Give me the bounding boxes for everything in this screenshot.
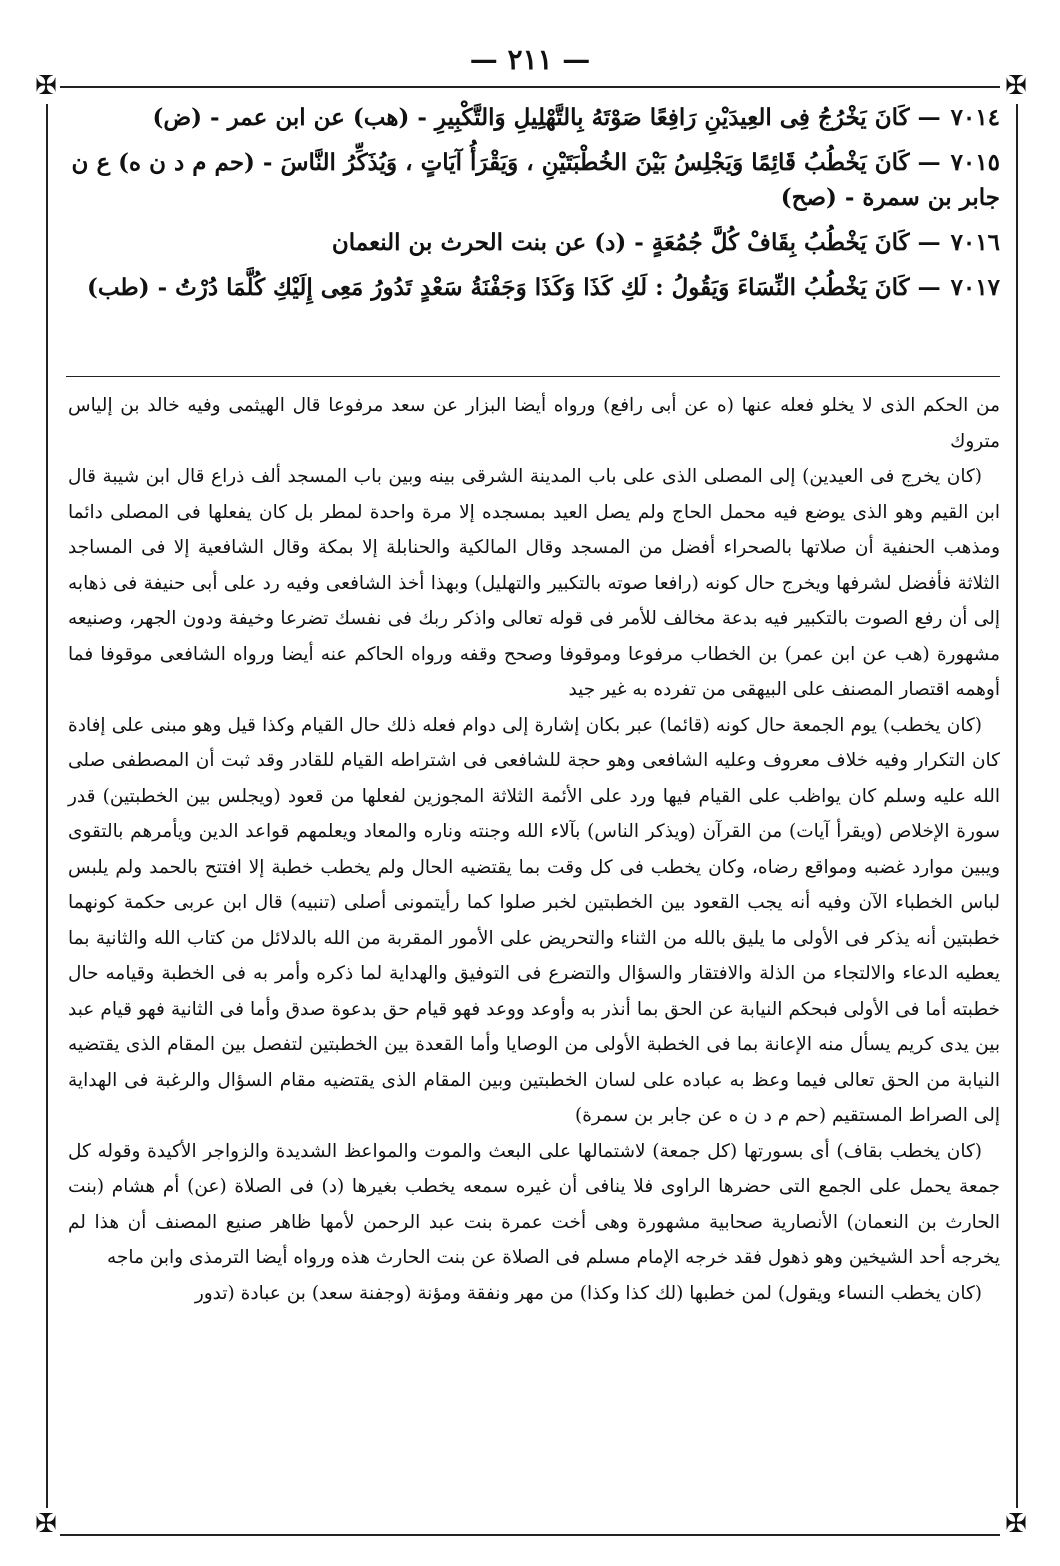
page-number: — ٢١١ — (469, 43, 591, 76)
hadith-number: ٧٠١٧ (950, 274, 1000, 301)
top-border-line (60, 86, 1000, 88)
corner-ornament-icon: ✠ (1005, 71, 1027, 101)
commentary-paragraph: (كان يخطب النساء ويقول) لمن خطبها (لك كذا وكذا) من مهر ونفقة ومؤنة (وجفنة سعد) بن عبادة (تدور (194, 1282, 982, 1304)
bottom-border-line (60, 1534, 1000, 1536)
section-divider (66, 376, 1000, 377)
hadith-entry (70, 225, 1000, 260)
commentary-paragraph: (كان يخطب) يوم الجمعة حال كونه (قائما) عبر بكان إشارة إلى دوام فعله ذلك حال القيام وكذا قيل وهو مبنى على إفادة كان التكرار وفيه خلاف معروف وعليه الشافعى وهو حجة للشافعى فى اشتراطه القيام للقادر وقد ثبت أن المصطفى صلى الله عليه وسلم كان يواظب على القيام فيها ورد على الأئمة الثلاثة المجوزين لفعلها من قعود (ويجلس بين الخطبتين) قدر سورة الإخلاص (ويقرأ آيات) من القرآن (ويذكر الناس) بآلاء الله وجنته وناره والمعاد ويعلمهم قواعد الدين ويأمرهم بالتقوى ويبين موارد غضبه ومواقع رضاه، وكان يخطب فى كل وقت بما يقتضيه الحال ولم يخطب خطبة إلا افتتح بالحمد ولم يلبس لباس الخطباء الآن وفيه أنه يجب القعود بين الخطبتين لخبر صلوا كما رأيتمونى أصلى (تنبيه) قال ابن عربى حكمة كونهما خطبتين أنه يذكر فى الأولى ما يليق بالله من الثناء والتحريض على الأمور المقربة من الله بالدلائل من كتاب الله والثانية بما يعطيه الدعاء والالتجاء من الذلة والافتقار والسؤال والتضرع فى التوفيق والهداية لما ذكره وأمر به فى الخطبة وقيامه حال خطبته أما فى الأولى فبحكم النيابة عن الحق بما أنذر به وأوعد ووعد فهو قيام حق بدعوة صدق وأما فى الثانية فهو قيام عبد بين يدى كريم يسأل منه الإعانة بما فى الخطبة الأولى من الوصايا وأما القعدة بين الخطبتين لتفصل بين المقام الذى يقتضيه النيابة من الحق تعالى فيما وعظ به عباده على لسان الخطبتين وبين المقام الذى يقتضيه مقام السؤال والرغبة فى الهداية إلى الصراط المستقيم (حم م د ن ه عن جابر بن سمرة) (68, 714, 1001, 1126)
corner-ornament-icon: ✠ (1005, 1509, 1027, 1539)
hadith-entry (70, 270, 1000, 305)
commentary-paragraph: (كان يخطب بقاف) أى بسورتها (كل جمعة) لاشتمالها على البعث والموت والمواعظ الشديدة والزواجر الأكيدة وقوله كل جمعة يحمل على الجمع التى حضرها الراوى فلا ينافى أن غيره سمعه يخطب بغيرها (د) فى الصلاة (عن) أم هشام (بنت الحارث بن النعمان) الأنصارية صحابية مشهورة وهى أخت عمرة بنت عبد الرحمن لأمها ظاهر صنيع المصنف أن هذا لم يخرجه أحد الشيخين وهو ذهول فقد خرجه الإمام مسلم فى الصلاة عن بنت الحارث هذه ورواه أيضا الترمذى وابن ماجه (68, 1140, 1000, 1268)
hadith-entry (70, 100, 1000, 135)
hadith-entry (70, 145, 1000, 215)
commentary-paragraph: (كان يخرج فى العيدين) إلى المصلى الذى على باب المدينة الشرقى بينه وبين باب المسجد ألف ذراع قال ابن شيبة قال ابن القيم وهو الذى يوضع فيه محمل الحاج ولم يصل العيد بمسجده إلا مرة واحدة لمطر بل كان يفعلها فى المصلى دائما ومذهب الحنفية أن صلاتها بالصحراء أفضل من المسجد وقال المالكية والحنابلة إلا بمكة وقال الشافعية إلا فى المساجد الثلاثة فأفضل لشرفها ويخرج حال كونه (رافعا صوته بالتكبير والتهليل) وبهذا أخذ الشافعى وفيه رد على أبى حنيفة فى ذهابه إلى أن رفع الصوت بالتكبير فيه بدعة مخالف للأمر فى قوله تعالى واذكر ربك فى نفسك تضرعا وخيفة ودون الجهر، وصنيعه مشهورة (هب عن ابن عمر) بن الخطاب مرفوعا وموقوفا وصحح وقفه ورواه الحاكم عنه أيضا ورواه الشافعى موقوفا فما أوهمه اقتصار المصنف على البيهقى من تفرده به غير جيد (68, 466, 1000, 700)
hadith-text: — كَانَ يَخْطُبُ النِّسَاءَ وَيَقُولُ : لَكِ كَذَا وَكَذَا وَجَفْنَةُ سَعْدٍ تَدُورُ مَعِى إِلَيْكِ كُلَّمَا دُرْتُ - (طب) (86, 274, 941, 301)
commentary-paragraph: من الحكم الذى لا يخلو فعله عنها (ه عن أبى رافع) ورواه أيضا البزار عن سعد مرفوعا قال الهيثمى وفيه خالد بن إلياس متروك (68, 395, 1000, 452)
hadith-text: — كَانَ يَخْطُبُ بِقَافْ كُلَّ جُمُعَةٍ - (د) عن بنت الحرث بن النعمان (331, 229, 941, 256)
hadith-number: ٧٠١٥ (950, 149, 1000, 176)
corner-ornament-icon: ✠ (35, 71, 57, 101)
corner-ornament-icon: ✠ (35, 1509, 57, 1539)
hadith-number: ٧٠١٤ (950, 104, 1000, 131)
commentary (68, 388, 1000, 1311)
hadith-list (70, 100, 1000, 315)
hadith-number: ٧٠١٦ (950, 229, 1000, 256)
right-border-line (1016, 104, 1018, 1508)
left-border-line (46, 104, 48, 1508)
hadith-text: — كَانَ يَخْرُجُ فِى العِيدَيْنِ رَافِعًا صَوْتَهُ بِالتَّهْلِيلِ وَالتَّكْبِيرِ - (هب) عن ابن عمر - (ض) (152, 104, 941, 131)
hadith-text: — كَانَ يَخْطُبُ قَائِمًا وَيَجْلِسُ بَيْنَ الخُطْبَتَيْنِ ، وَيَقْرَأُ آيَاتٍ ، وَيُذَكِّرُ النَّاسَ - (حم م د ن ه) ع ن جابر بن سمرة - (صح) (71, 149, 1000, 211)
